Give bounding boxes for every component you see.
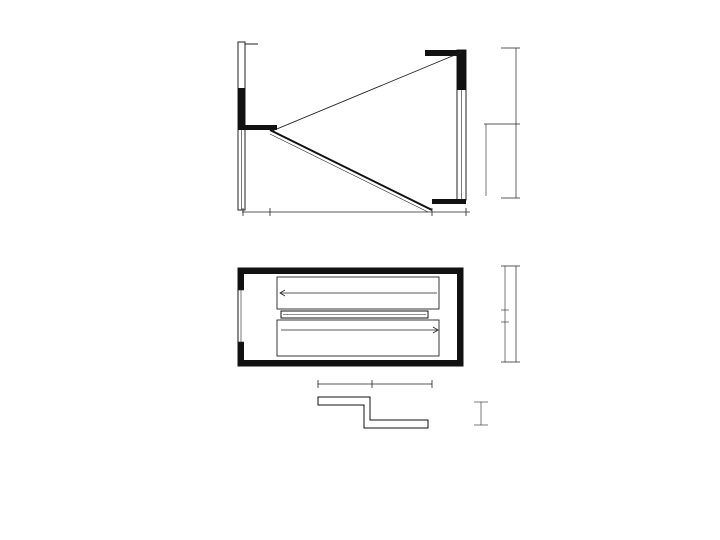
bottom-dimension	[242, 208, 470, 216]
stair-plan	[238, 266, 520, 366]
right-wall	[425, 50, 466, 200]
stair-slope-line	[272, 52, 462, 131]
plan-width-dimensions	[501, 266, 520, 362]
flight-soffit-inner	[270, 134, 428, 212]
right-height-dimensions	[484, 48, 520, 198]
lower-landing	[245, 125, 277, 130]
step-detail	[318, 380, 488, 428]
bottom-landing-slab	[432, 199, 466, 204]
lower-flight-plan	[277, 320, 439, 356]
flight-soffit	[270, 130, 432, 210]
stair-section-elevation	[238, 42, 520, 216]
